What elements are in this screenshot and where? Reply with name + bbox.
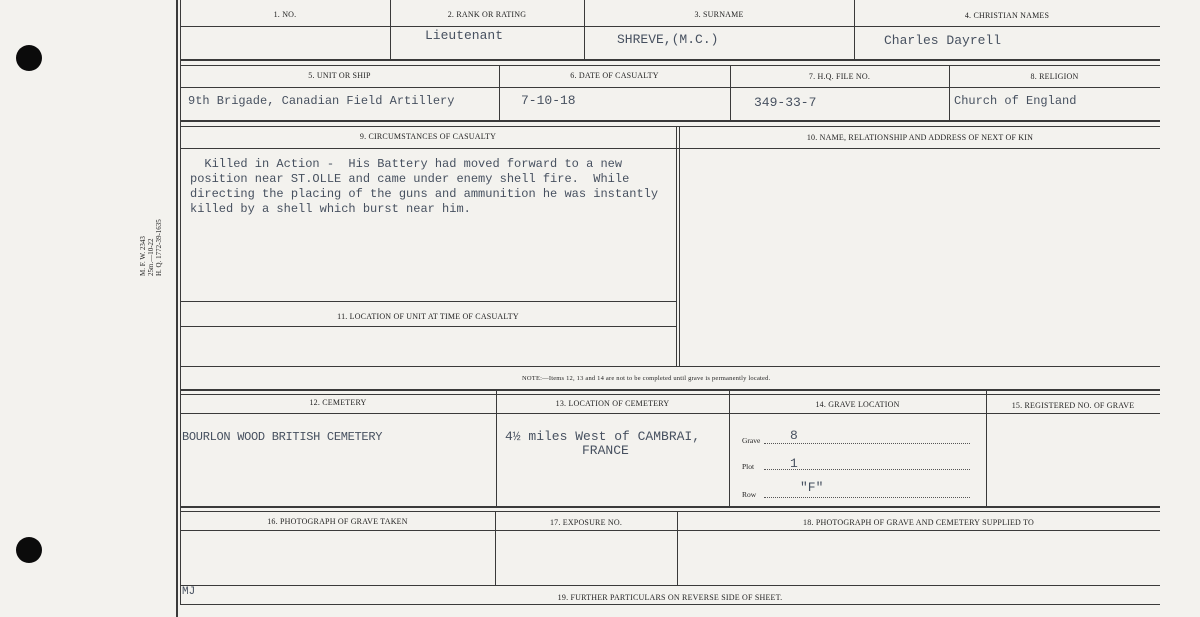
grave-dots bbox=[764, 443, 970, 444]
header-hq: 7. H.Q. FILE NO. bbox=[808, 72, 871, 81]
note: NOTE:—Items 12, 13 and 14 are not to be completed until grave is permanently located. bbox=[522, 375, 771, 382]
rule bbox=[180, 585, 1160, 586]
initials: MJ bbox=[182, 586, 196, 598]
christian-value: Charles Dayrell bbox=[884, 33, 1002, 48]
circumstances-text: Killed in Action - His Battery had moved forward to a new position near ST.OLLE and came under enemy shell fire. While directing the placing of the guns and ammunition he was instantly killed by a shell which burst near him. bbox=[190, 157, 659, 216]
hq-value: 349-33-7 bbox=[754, 95, 817, 110]
stamp-line: 25m.—10-22 bbox=[147, 238, 155, 276]
plot-value: 1 bbox=[790, 456, 798, 471]
rule bbox=[180, 366, 1160, 367]
rule bbox=[180, 530, 1160, 531]
divider bbox=[854, 0, 855, 60]
rule bbox=[180, 394, 1160, 395]
divider bbox=[679, 126, 680, 367]
rule bbox=[180, 26, 1160, 27]
rule bbox=[180, 326, 676, 327]
left-border-inner bbox=[180, 0, 181, 605]
header-date: 6. DATE OF CASUALTY bbox=[570, 71, 659, 80]
cemetery-value: BOURLON WOOD BRITISH CEMETERY bbox=[182, 430, 383, 444]
divider bbox=[496, 391, 497, 507]
surname-value: SHREVE,(M.C.) bbox=[617, 32, 719, 47]
rule bbox=[180, 389, 1160, 391]
rule bbox=[180, 65, 1160, 66]
plot-label: Plot bbox=[742, 462, 755, 471]
divider bbox=[584, 0, 585, 60]
header-next-of-kin: 10. NAME, RELATIONSHIP AND ADDRESS OF NEXT OF KIN bbox=[806, 133, 1034, 142]
header-registered: 15. REGISTERED NO. OF GRAVE bbox=[1011, 401, 1135, 410]
header-location-unit: 11. LOCATION OF UNIT AT TIME OF CASUALTY bbox=[337, 312, 519, 321]
header-photo-taken: 16. PHOTOGRAPH OF GRAVE TAKEN bbox=[267, 517, 408, 526]
rule bbox=[180, 301, 676, 302]
row-dots bbox=[764, 497, 970, 498]
header-christian: 4. CHRISTIAN NAMES bbox=[964, 11, 1050, 20]
header-cemetery: 12. CEMETERY bbox=[309, 398, 367, 407]
grave-value: 8 bbox=[790, 428, 798, 443]
row-label: Row bbox=[742, 490, 757, 499]
header-religion: 8. RELIGION bbox=[1030, 72, 1079, 81]
stamp-line: M. F. W. 2343 bbox=[139, 236, 147, 276]
punch-hole-top bbox=[16, 45, 42, 71]
header-rank: 2. RANK OR RATING bbox=[447, 10, 527, 19]
rule bbox=[180, 506, 1160, 508]
divider bbox=[676, 126, 677, 367]
divider bbox=[390, 0, 391, 60]
row-value: "F" bbox=[800, 480, 824, 495]
header-no: 1. NO. bbox=[273, 10, 297, 19]
rule bbox=[180, 59, 1160, 61]
header-location-cemetery: 13. LOCATION OF CEMETERY bbox=[555, 399, 670, 408]
rule bbox=[180, 413, 1160, 414]
left-border bbox=[176, 0, 178, 617]
header-grave-location: 14. GRAVE LOCATION bbox=[815, 400, 900, 409]
rank-value: Lieutenant bbox=[425, 28, 504, 43]
rule bbox=[180, 126, 1160, 127]
rule bbox=[180, 148, 1160, 149]
header-circumstances: 9. CIRCUMSTANCES OF CASUALTY bbox=[359, 132, 497, 141]
location-cemetery-line2: FRANCE bbox=[582, 443, 629, 458]
date-value: 7-10-18 bbox=[521, 93, 576, 108]
grave-label: Grave bbox=[742, 436, 761, 445]
header-unit: 5. UNIT OR SHIP bbox=[308, 71, 371, 80]
punch-hole-bottom bbox=[16, 537, 42, 563]
stamp-line: H. Q. 1772-39-1635 bbox=[155, 219, 163, 276]
header-exposure: 17. EXPOSURE NO. bbox=[549, 518, 623, 527]
unit-value: 9th Brigade, Canadian Field Artillery bbox=[188, 94, 455, 108]
rule bbox=[180, 120, 1160, 122]
form-stamp bbox=[139, 216, 163, 276]
further-particulars: 19. FURTHER PARTICULARS ON REVERSE SIDE OF SHEET. bbox=[557, 593, 783, 602]
header-surname: 3. SURNAME bbox=[694, 10, 744, 19]
rule bbox=[180, 511, 1160, 512]
location-cemetery-line1: 4½ miles West of CAMBRAI, bbox=[505, 429, 701, 444]
header-photo-supplied: 18. PHOTOGRAPH OF GRAVE AND CEMETERY SUPPLIED TO bbox=[803, 518, 1034, 527]
religion-value: Church of England bbox=[954, 94, 1077, 108]
rule bbox=[180, 604, 1160, 605]
rule bbox=[180, 87, 1160, 88]
